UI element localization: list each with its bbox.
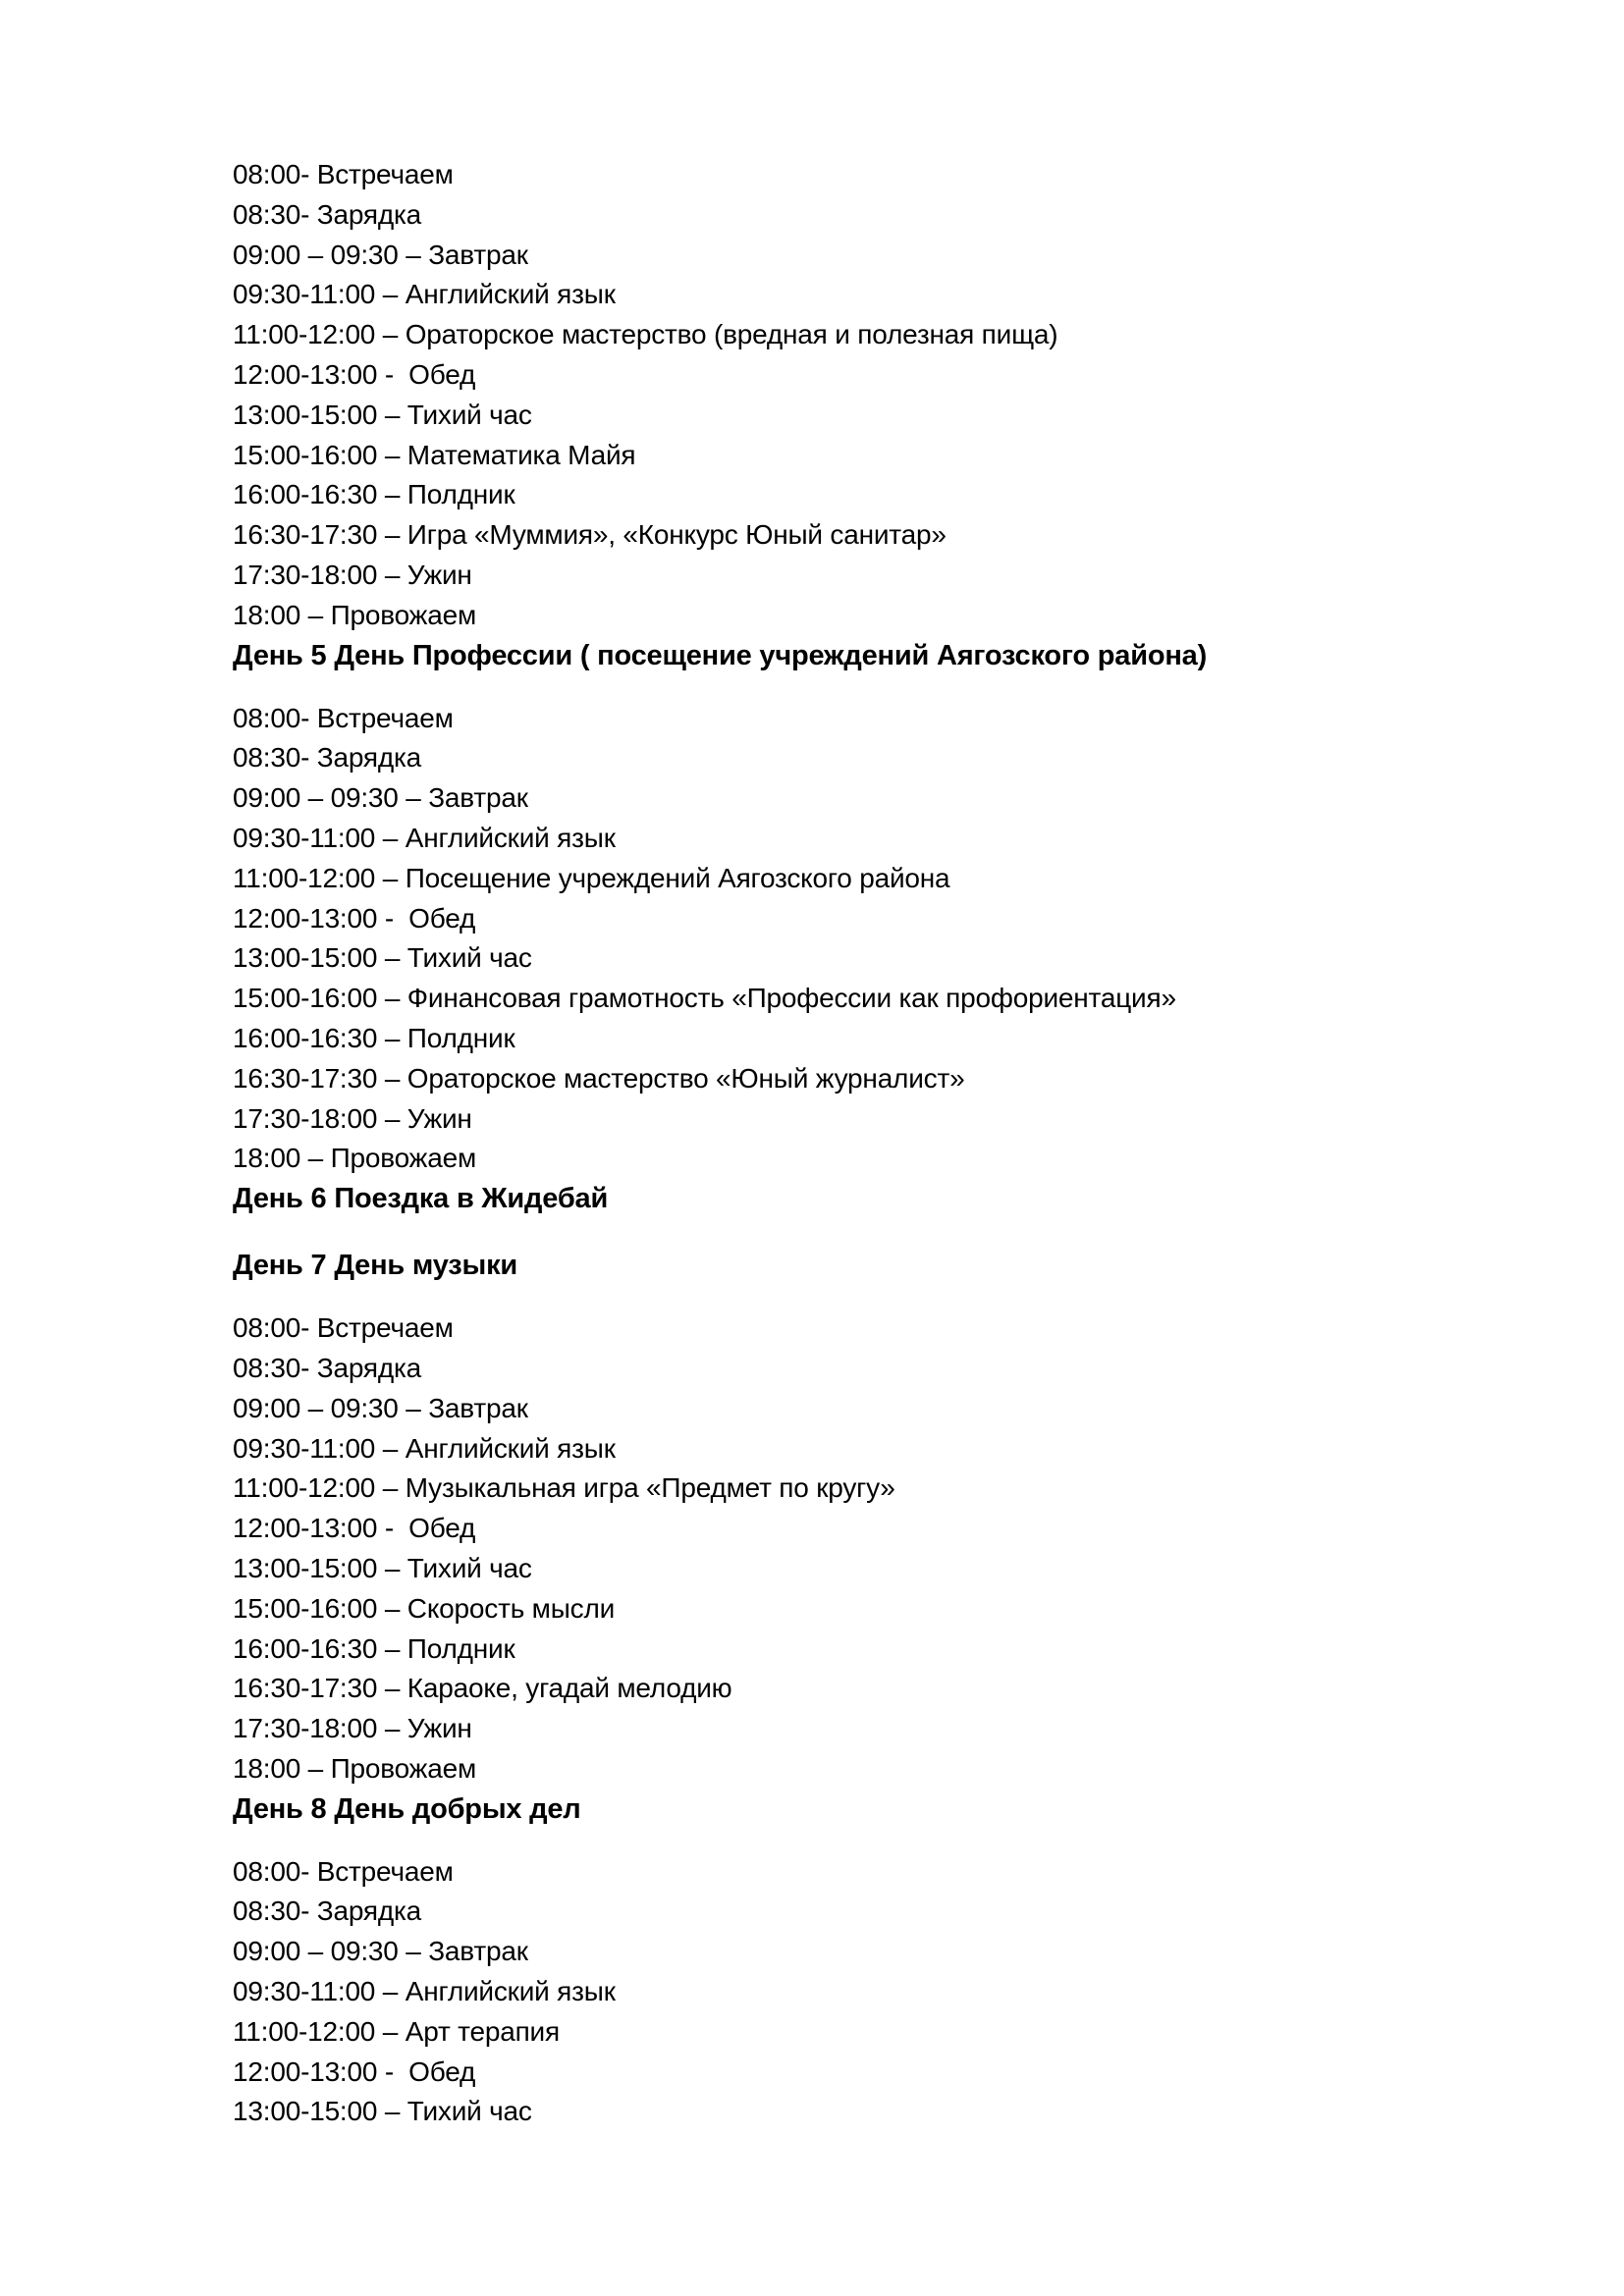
schedule-item: 17:30-18:00 – Ужин	[233, 559, 472, 590]
schedule-item: 13:00-15:00 – Тихий час	[233, 942, 532, 974]
schedule-block-day-7	[233, 1246, 1509, 1789]
schedule-item: 12:00-13:00 - Обед	[233, 902, 476, 934]
schedule-block-day-6	[233, 1179, 1509, 1218]
schedule-item: 08:30- Зарядка	[233, 1896, 422, 1927]
schedule-item: 13:00-15:00 – Тихий час	[233, 1552, 532, 1583]
schedule-block-day-5	[233, 636, 1509, 1180]
day-heading: День 7 День музыки	[233, 1250, 518, 1282]
schedule-item: 11:00-12:00 – Ораторское мастерство (вредная и полезная пища)	[233, 319, 1058, 350]
day-heading: День 8 День добрых дел	[233, 1792, 581, 1825]
schedule-item: 17:30-18:00 – Ужин	[233, 1713, 472, 1744]
schedule-item: 16:00-16:30 – Полдник	[233, 1632, 515, 1664]
day-heading: День 6 Поездка в Жидебай	[233, 1183, 609, 1215]
schedule-item: 08:00- Встречаем	[233, 702, 454, 733]
schedule-item: 09:30-11:00 – Английский язык	[233, 1432, 616, 1464]
schedule-item: 12:00-13:00 - Обед	[233, 358, 476, 390]
schedule-item: 08:00- Встречаем	[233, 159, 454, 189]
schedule-item: 16:30-17:30 – Игра «Муммия», «Конкурс Юный санитар»	[233, 519, 947, 551]
schedule-item: 16:30-17:30 – Караоке, угадай мелодию	[233, 1673, 732, 1704]
schedule-item: 15:00-16:00 – Финансовая грамотность «Профессии как профориентация»	[233, 983, 1176, 1014]
schedule-block-day-4-continued	[233, 155, 1509, 636]
schedule-item: 09:00 – 09:30 – Завтрак	[233, 1936, 528, 1967]
schedule-item: 09:00 – 09:30 – Завтрак	[233, 782, 528, 814]
schedule-item: 13:00-15:00 – Тихий час	[233, 399, 532, 430]
schedule-item: 11:00-12:00 – Посещение учреждений Аягозского района	[233, 862, 950, 893]
schedule-item: 16:30-17:30 – Ораторское мастерство «Юный журналист»	[233, 1062, 965, 1094]
schedule-item: 15:00-16:00 – Скорость мысли	[233, 1592, 616, 1624]
schedule-item: 16:00-16:30 – Полдник	[233, 479, 515, 510]
schedule-item: 08:00- Встречаем	[233, 1855, 454, 1887]
schedule-item: 18:00 – Провожаем	[233, 1143, 477, 1174]
schedule-item: 17:30-18:00 – Ужин	[233, 1102, 472, 1134]
schedule-item: 11:00-12:00 – Арт терапия	[233, 2015, 560, 2047]
schedule-item: 16:00-16:30 – Полдник	[233, 1022, 515, 1053]
schedule-item: 08:30- Зарядка	[233, 198, 422, 230]
schedule-item: 08:30- Зарядка	[233, 1352, 422, 1383]
schedule-item: 15:00-16:00 – Математика Майя	[233, 439, 636, 470]
schedule-item: 09:30-11:00 – Английский язык	[233, 822, 616, 853]
schedule-item: 11:00-12:00 – Музыкальная игра «Предмет по кругу»	[233, 1472, 895, 1504]
schedule-content	[233, 155, 1509, 2132]
schedule-block-day-8	[233, 1789, 1509, 2133]
schedule-item: 12:00-13:00 - Обед	[233, 1513, 476, 1544]
schedule-item: 18:00 – Провожаем	[233, 599, 477, 630]
schedule-item: 08:30- Зарядка	[233, 742, 422, 774]
schedule-item: 09:30-11:00 – Английский язык	[233, 1976, 616, 2007]
day-heading: День 5 День Профессии ( посещение учреждений Аягозского района)	[233, 639, 1208, 671]
schedule-item: 12:00-13:00 - Обед	[233, 2056, 476, 2087]
schedule-item: 09:30-11:00 – Английский язык	[233, 279, 616, 310]
schedule-item: 09:00 – 09:30 – Завтрак	[233, 1392, 528, 1423]
schedule-item: 09:00 – 09:30 – Завтрак	[233, 239, 528, 270]
schedule-item: 13:00-15:00 – Тихий час	[233, 2096, 532, 2127]
schedule-item: 08:00- Встречаем	[233, 1312, 454, 1344]
schedule-item: 18:00 – Провожаем	[233, 1752, 477, 1784]
